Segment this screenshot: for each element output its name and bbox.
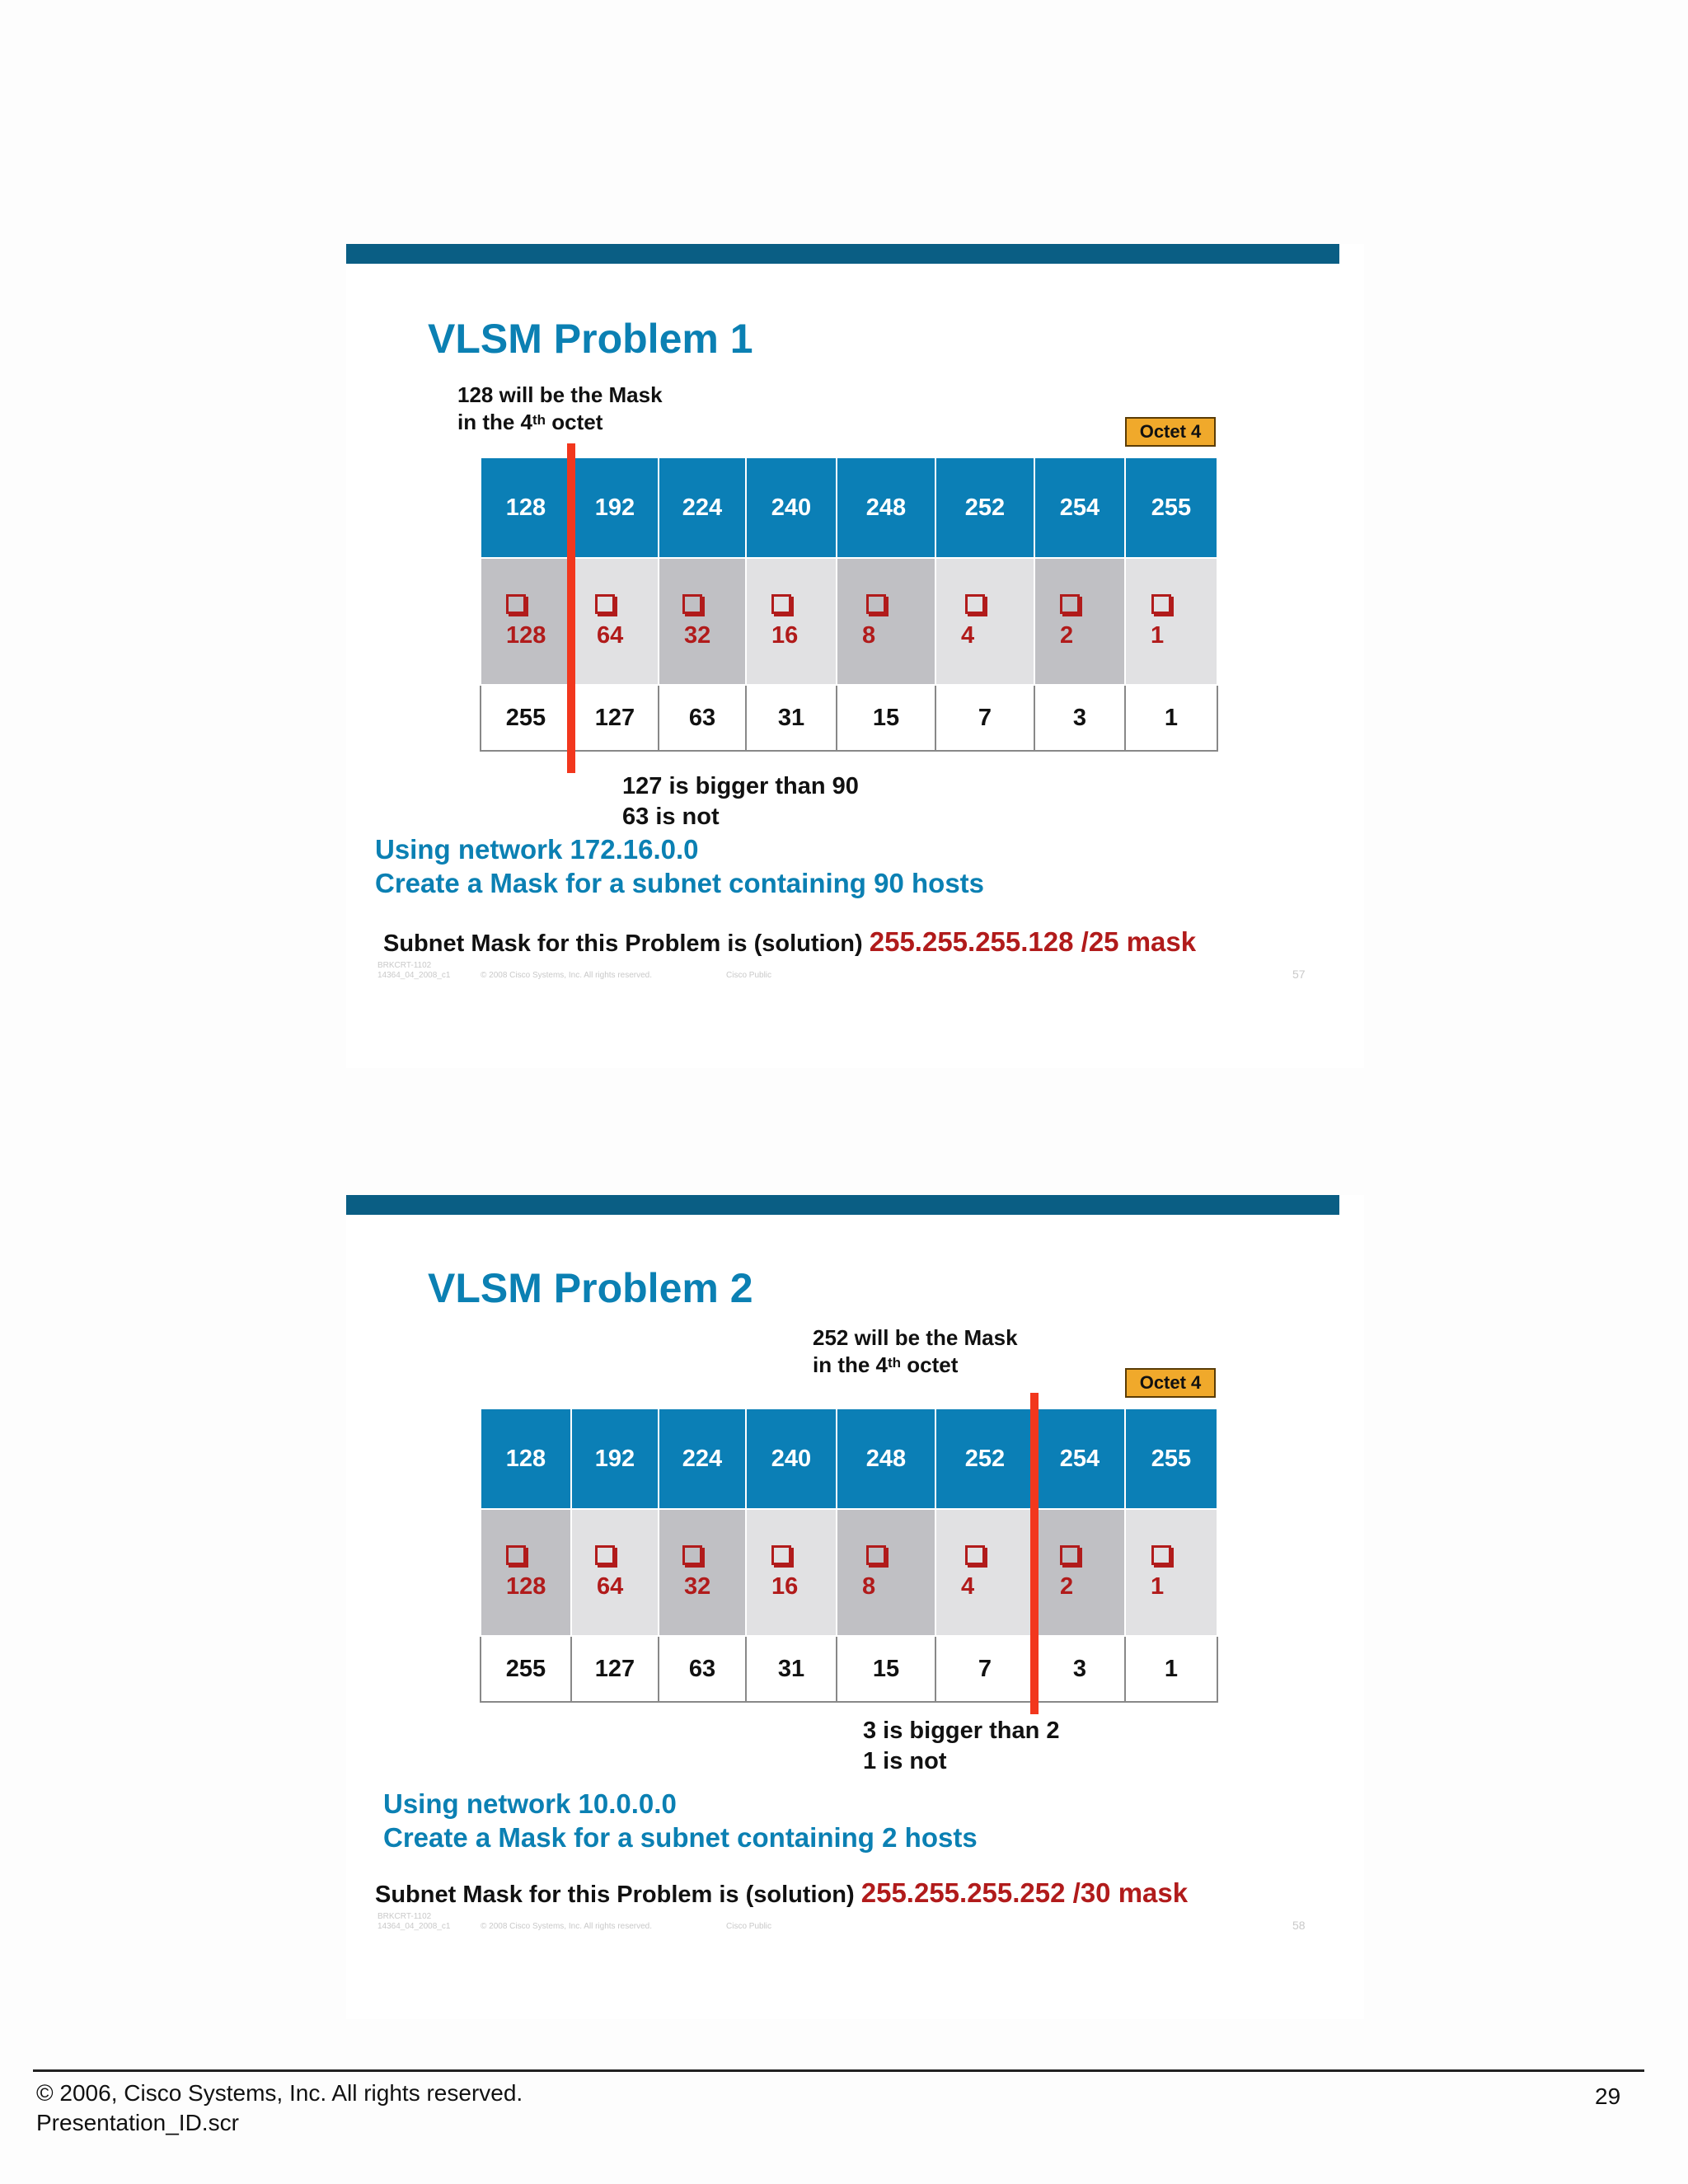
host-cell: 63 [659,1636,746,1702]
compare-note: 3 is bigger than 2 1 is not [863,1718,1060,1774]
page-number: 29 [1595,2083,1621,2109]
mask-note: 128 will be the Mask in the 4th octet [457,382,663,434]
page-footer-info [36,2079,523,2138]
checkbox-bullet-icon [682,594,702,614]
checkbox-bullet-icon [595,594,615,614]
checkbox-bullet-icon [771,1545,791,1565]
mask-row [481,1408,1217,1509]
bit-cell: 128 [481,558,571,685]
slide-footer-copyright: © 2008 Cisco Systems, Inc. All rights reserved. [481,1922,653,1931]
bit-cell: 1 [1125,1509,1217,1636]
mask-row [481,457,1217,558]
slide-number: 58 [1292,1919,1306,1932]
mask-cell: 192 [571,457,659,558]
host-cell: 255 [481,1636,571,1702]
bit-cell: 128 [481,1509,571,1636]
mask-cell: 128 [481,1408,571,1509]
checkbox-bullet-icon [965,594,985,614]
mask-boundary-line [1030,1393,1039,1714]
subnet-table [480,457,1218,752]
slide-title: VLSM Problem 1 [428,316,753,362]
problem-statement: Using network 172.16.0.0 Create a Mask for a subnet containing 90 hosts [375,834,985,898]
host-cell: 31 [746,1636,837,1702]
bit-row [481,1509,1217,1636]
bit-cell: 2 [1034,558,1125,685]
solution-answer: 255.255.255.252 /30 mask [860,1877,1189,1908]
bit-cell: 16 [746,558,837,685]
mask-cell: 248 [837,1408,935,1509]
checkbox-bullet-icon [506,594,526,614]
slide-number: 57 [1292,968,1306,981]
slide-title: VLSM Problem 2 [428,1265,753,1311]
checkbox-bullet-icon [1060,594,1080,614]
host-cell: 127 [571,1636,659,1702]
mask-cell: 248 [837,457,935,558]
host-cell: 1 [1125,1636,1217,1702]
slide-footer-copyright: © 2008 Cisco Systems, Inc. All rights reserved. [481,971,653,980]
bit-cell: 8 [837,558,935,685]
slide-1 [346,244,1364,1068]
mask-cell: 128 [481,457,571,558]
solution-line: Subnet Mask for this Problem is (solution) 255.255.255.128 /25 mask [383,926,1197,957]
mask-cell: 255 [1125,1408,1217,1509]
slide-footer-class: Cisco Public [726,971,772,980]
mask-note: 252 will be the Mask in the 4th octet [813,1325,1018,1377]
octet-badge: Octet 4 [1125,1368,1216,1398]
host-cell: 63 [659,685,746,751]
checkbox-bullet-icon [965,1545,985,1565]
solution-answer: 255.255.255.128 /25 mask [869,926,1197,957]
mask-cell: 192 [571,1408,659,1509]
host-row [481,685,1217,751]
bit-cell: 2 [1034,1509,1125,1636]
checkbox-bullet-icon [506,1545,526,1565]
host-cell: 31 [746,685,837,751]
slide-footer-class: Cisco Public [726,1922,772,1931]
solution-line: Subnet Mask for this Problem is (solution) 255.255.255.252 /30 mask [375,1877,1189,1908]
bit-cell: 32 [659,1509,746,1636]
mask-boundary-line [567,443,575,773]
checkbox-bullet-icon [1151,594,1171,614]
bit-cell: 64 [571,558,659,685]
checkbox-bullet-icon [1060,1545,1080,1565]
problem-statement: Using network 10.0.0.0 Create a Mask for a subnet containing 2 hosts [383,1788,978,1853]
page-copyright: © 2006, Cisco Systems, Inc. All rights reserved. [36,2080,523,2106]
slide-footer-code: BRKCRT-1102 14364_04_2008_c1 [377,1912,451,1931]
slide-header-bar [346,244,1339,264]
octet-badge: Octet 4 [1125,417,1216,447]
host-cell: 255 [481,685,571,751]
host-cell: 15 [837,1636,935,1702]
mask-cell: 240 [746,457,837,558]
page-footer-divider [33,2069,1644,2072]
bit-cell: 1 [1125,558,1217,685]
checkbox-bullet-icon [595,1545,615,1565]
slide-footer-code: BRKCRT-1102 14364_04_2008_c1 [377,961,451,980]
host-cell: 127 [571,685,659,751]
mask-cell: 254 [1034,457,1125,558]
checkbox-bullet-icon [682,1545,702,1565]
mask-cell: 252 [935,1408,1034,1509]
host-cell: 15 [837,685,935,751]
bit-cell: 8 [837,1509,935,1636]
slide-header-bar [346,1195,1339,1215]
host-cell: 1 [1125,685,1217,751]
checkbox-bullet-icon [866,1545,886,1565]
mask-cell: 240 [746,1408,837,1509]
mask-cell: 224 [659,1408,746,1509]
checkbox-bullet-icon [866,594,886,614]
host-cell: 7 [935,1636,1034,1702]
host-cell: 3 [1034,685,1125,751]
bit-cell: 16 [746,1509,837,1636]
subnet-table [480,1408,1218,1703]
host-cell: 7 [935,685,1034,751]
mask-cell: 252 [935,457,1034,558]
host-cell: 3 [1034,1636,1125,1702]
mask-cell: 255 [1125,457,1217,558]
host-row [481,1636,1217,1702]
mask-cell: 224 [659,457,746,558]
presentation-id: Presentation_ID.scr [36,2110,239,2135]
bit-cell: 32 [659,558,746,685]
checkbox-bullet-icon [1151,1545,1171,1565]
compare-note: 127 is bigger than 90 63 is not [622,773,859,830]
bit-row [481,558,1217,685]
bit-cell: 4 [935,558,1034,685]
mask-cell: 254 [1034,1408,1125,1509]
slide-2 [346,1195,1364,2019]
bit-cell: 4 [935,1509,1034,1636]
checkbox-bullet-icon [771,594,791,614]
bit-cell: 64 [571,1509,659,1636]
